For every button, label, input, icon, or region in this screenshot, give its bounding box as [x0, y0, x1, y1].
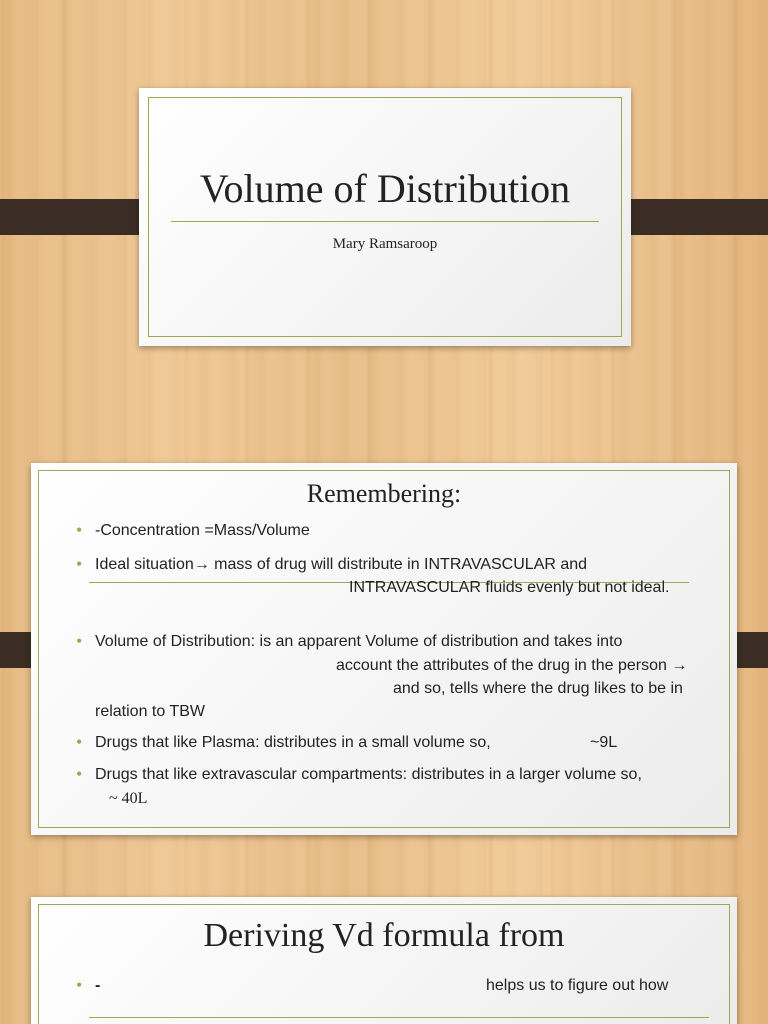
- bullet-text: Drugs that like extravascular compartments: distributes in a larger volume so,: [95, 766, 642, 783]
- bullet-text: helps us to figure out how: [486, 977, 669, 994]
- bullet-marker: •: [76, 554, 83, 574]
- bullet-text-continued: INTRAVASCULAR fluids evenly but not ideal.: [349, 579, 670, 596]
- slide-heading: Deriving Vd formula from: [203, 917, 565, 954]
- bullet-text: -Concentration =Mass/Volume: [95, 522, 310, 539]
- bullet-marker: •: [76, 631, 83, 651]
- bullet-text: Ideal situation→ mass of drug will distribute in INTRAVASCULAR and: [95, 556, 588, 573]
- bullet-value: ~ 40L: [109, 790, 148, 807]
- bullet-text-continued: account the attributes of the drug in the person →: [336, 657, 688, 674]
- slide-deriving-vd[interactable]: [31, 897, 737, 1024]
- text-divider: [89, 1017, 709, 1018]
- bullet-text-continued: and so, tells where the drug likes to be in: [393, 680, 683, 697]
- bullet-value: ~9L: [590, 734, 618, 751]
- slide-heading: Remembering:: [306, 479, 462, 508]
- bullet-text: Volume of Distribution: is an apparent Volume of distribution and takes into: [95, 633, 623, 650]
- slide-author: Mary Ramsaroop: [332, 236, 438, 252]
- slide-title[interactable]: [139, 88, 631, 346]
- title-divider: [171, 221, 599, 222]
- slide-remembering[interactable]: [31, 463, 737, 835]
- bullet-text-continued: relation to TBW: [95, 703, 205, 720]
- bullet-dash: -: [95, 977, 101, 994]
- decorative-band-right: [613, 199, 768, 235]
- bullet-marker: •: [76, 732, 83, 752]
- bullet-text: Drugs that like Plasma: distributes in a small volume so,: [95, 734, 491, 751]
- bullet-marker: •: [76, 520, 83, 540]
- slide-inner-border: [148, 97, 622, 337]
- bullet-marker: •: [76, 764, 83, 784]
- bullet-marker: •: [76, 975, 83, 995]
- slide-title-heading: Volume of Distribution: [199, 166, 571, 211]
- decorative-band-left: [0, 199, 154, 235]
